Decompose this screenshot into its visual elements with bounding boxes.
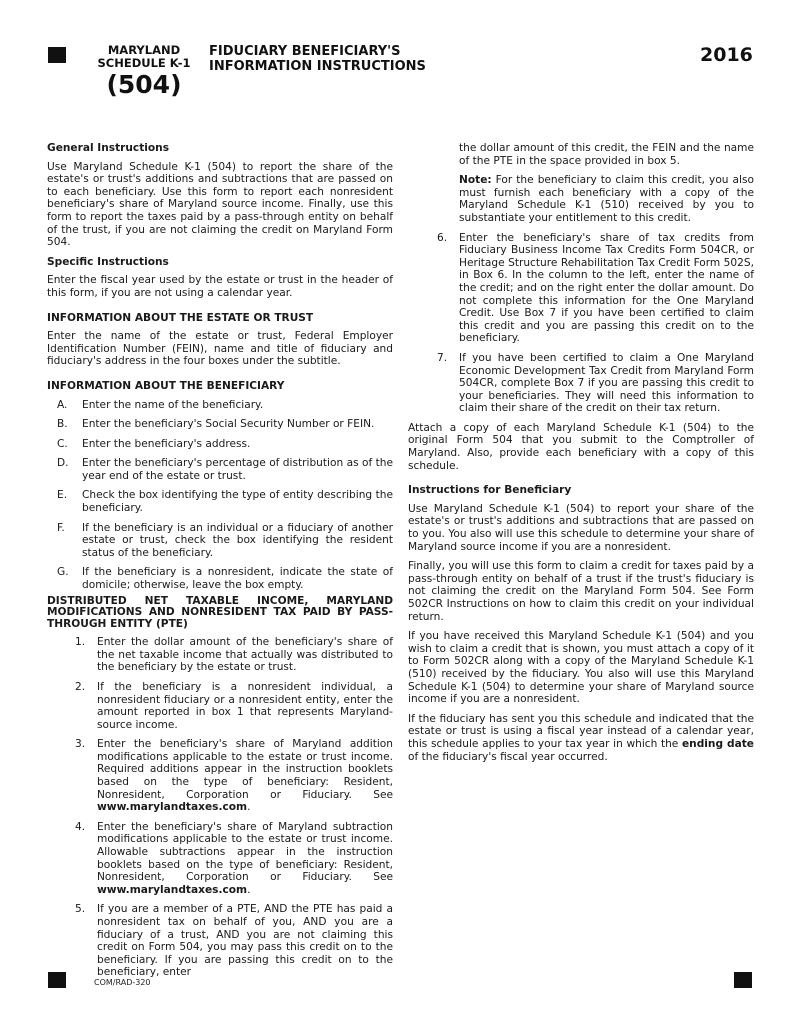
form-number: (504)	[106, 70, 182, 99]
list-item: 1. Enter the dollar amount of the beneficiary's share of the net taxable income that actually was distributed to the beneficiary by the estate or trust.	[75, 636, 393, 674]
paragraph: Use Maryland Schedule K-1 (504) to report your share of the estate's or trust's additions and subtractions that are passed on to you. You also will use this schedule to determine your share of Maryland source income if you are a nonresident.	[408, 502, 754, 553]
numbered-list	[437, 232, 754, 415]
list-item: 4. Enter the beneficiary's share of Maryland subtraction modifications applicable to the estate or trust income. Allowable subtractions appear in the instruction booklets based on the type of beneficiary: Resident, Nonresident, Corporation or Fiduciary. See www.marylandtaxes.com.	[75, 820, 393, 896]
website-link[interactable]: www.marylandtaxes.com	[97, 883, 248, 896]
list-item: E. Check the box identifying the type of entity describing the beneficiary.	[57, 489, 393, 515]
paragraph: Finally, you will use this form to claim a credit for taxes paid by a pass-through entity on behalf of a trust if the trust's fiduciary is not claiming the credit on the Maryland Form 504. See Form 502CR Instructions on how to claim this credit on your individual return.	[408, 560, 754, 623]
paragraph: If the fiduciary has sent you this schedule and indicated that the estate or trust is using a fiscal year instead of a calendar year, this schedule applies to your tax year in which the ending date of the fiduciary's fiscal year occurred.	[408, 712, 754, 763]
section-heading: DISTRIBUTED NET TAXABLE INCOME, MARYLAND MODIFICATIONS AND NONRESIDENT TAX PAID BY PASS-THROUGH ENTITY (PTE)	[47, 594, 393, 630]
list-item: A. Enter the name of the beneficiary.	[57, 398, 264, 411]
registration-mark	[48, 47, 66, 63]
page-title: FIDUCIARY BENEFICIARY'S INFORMATION INSTRUCTIONS	[209, 44, 426, 74]
list-item: 2. If the beneficiary is a nonresident individual, a nonresident fiduciary or a nonresident entity, enter the amount reported in box 1 that represents Maryland-source income.	[75, 680, 393, 731]
beneficiary-list	[57, 399, 393, 592]
section-heading: Instructions for Beneficiary	[408, 484, 572, 497]
paragraph: Enter the fiscal year used by the estate or trust in the header of this form, if you are not using a calendar year.	[47, 274, 393, 299]
form-code: COM/RAD-320	[94, 978, 151, 987]
note: Note: For the beneficiary to claim this credit, you also must furnish each beneficiary with a copy of the Maryland Schedule K-1 (510) received by you to substantiate your entitlement to this credit.	[459, 174, 754, 224]
list-item: F. If the beneficiary is an individual or a fiduciary of another estate or trust, check the box identifying the resident status of the beneficiary.	[57, 521, 393, 559]
paragraph: the dollar amount of this credit, the FEIN and the name of the PTE in the space provided in box 5.	[459, 142, 754, 167]
right-column	[408, 142, 754, 770]
list-item: 6. Enter the beneficiary's share of tax credits from Fiduciary Business Income Tax Credits Form 504CR, or Heritage Structure Rehabilitation Tax Credit Form 502S, in Box 6. In the column to the left, enter the name of the credit; and on the right enter the dollar amount. Do not complete this information for the One Maryland Credit. Use Box 7 if you have been certified to claim this credit and you are passing this credit on to the beneficiary.	[437, 231, 754, 345]
paragraph: Enter the name of the estate or trust, Federal Employer Identification Number (FEIN), name and title of fiduciary and fiduciary's address in the four boxes under the subtitle.	[47, 330, 393, 368]
section-heading: Specific Instructions	[47, 255, 169, 268]
list-item: B. Enter the beneficiary's Social Security Number or FEIN.	[57, 418, 375, 431]
list-item: 5. If you are a member of a PTE, AND the PTE has paid a nonresident tax on behalf of you, AND you are a fiduciary of a trust, AND you are not claiming this credit on Form 504, you may pass this credit on to the beneficiary. If you are passing this credit on to the beneficiary, enter	[75, 903, 393, 979]
list-item: 3. Enter the beneficiary's share of Maryland addition modifications applicable to the estate or trust income. Required additions appear in the instruction booklets based on the type of beneficiary: Resident, Nonresident, Corporation or Fiduciary. See www.marylandtaxes.com.	[75, 738, 393, 814]
form-identifier	[92, 44, 196, 99]
paragraph: Attach a copy of each Maryland Schedule K-1 (504) to the original Form 504 that you submit to the Comptroller of Maryland. Also, provide each beneficiary with a copy of this schedule.	[408, 421, 754, 472]
section-heading: General Instructions	[47, 142, 170, 154]
website-link[interactable]: www.marylandtaxes.com	[97, 801, 248, 814]
list-item: D. Enter the beneficiary's percentage of distribution as of the year end of the estate or trust.	[57, 457, 393, 482]
section-heading: INFORMATION ABOUT THE BENEFICIARY	[47, 379, 285, 392]
section-heading: INFORMATION ABOUT THE ESTATE OR TRUST	[47, 311, 314, 324]
list-item: C. Enter the beneficiary's address.	[57, 437, 251, 450]
note-label: Note:	[459, 174, 492, 187]
registration-mark	[734, 972, 752, 988]
paragraph: Use Maryland Schedule K-1 (504) to report the share of the estate's or trust's additions and subtractions that are passed on to each beneficiary. Use this form to report each nonresident beneficiary's share of Maryland source income. Finally, use this form to report the taxes paid by a pass-through entity on behalf of the trust, if you are not claiming the credit on Maryland Form 504.	[47, 160, 393, 249]
state-label: MARYLAND	[107, 43, 181, 57]
schedule-label: SCHEDULE K-1	[97, 56, 191, 70]
tax-year: 2016	[700, 44, 753, 66]
left-column	[47, 142, 393, 986]
numbered-list	[75, 636, 393, 979]
paragraph: If you have received this Maryland Schedule K-1 (504) and you wish to claim a credit that is shown, you must attach a copy of it to Form 502CR along with a copy of the Maryland Schedule K-1 (510) received by the fiduciary. You also will use this Maryland Schedule K-1 (504) to determine your share of Maryland source income if you are a nonresident.	[408, 630, 754, 706]
list-item: 7. If you have been certified to claim a One Maryland Economic Development Tax Credit from Maryland Form 504CR, complete Box 7 if you are passing this credit to your beneficiaries. They will need this information to claim their share of the credit on their tax return.	[437, 351, 754, 415]
list-item: G. If the beneficiary is a nonresident, indicate the state of domicile; otherwise, leave the box empty.	[57, 566, 393, 592]
